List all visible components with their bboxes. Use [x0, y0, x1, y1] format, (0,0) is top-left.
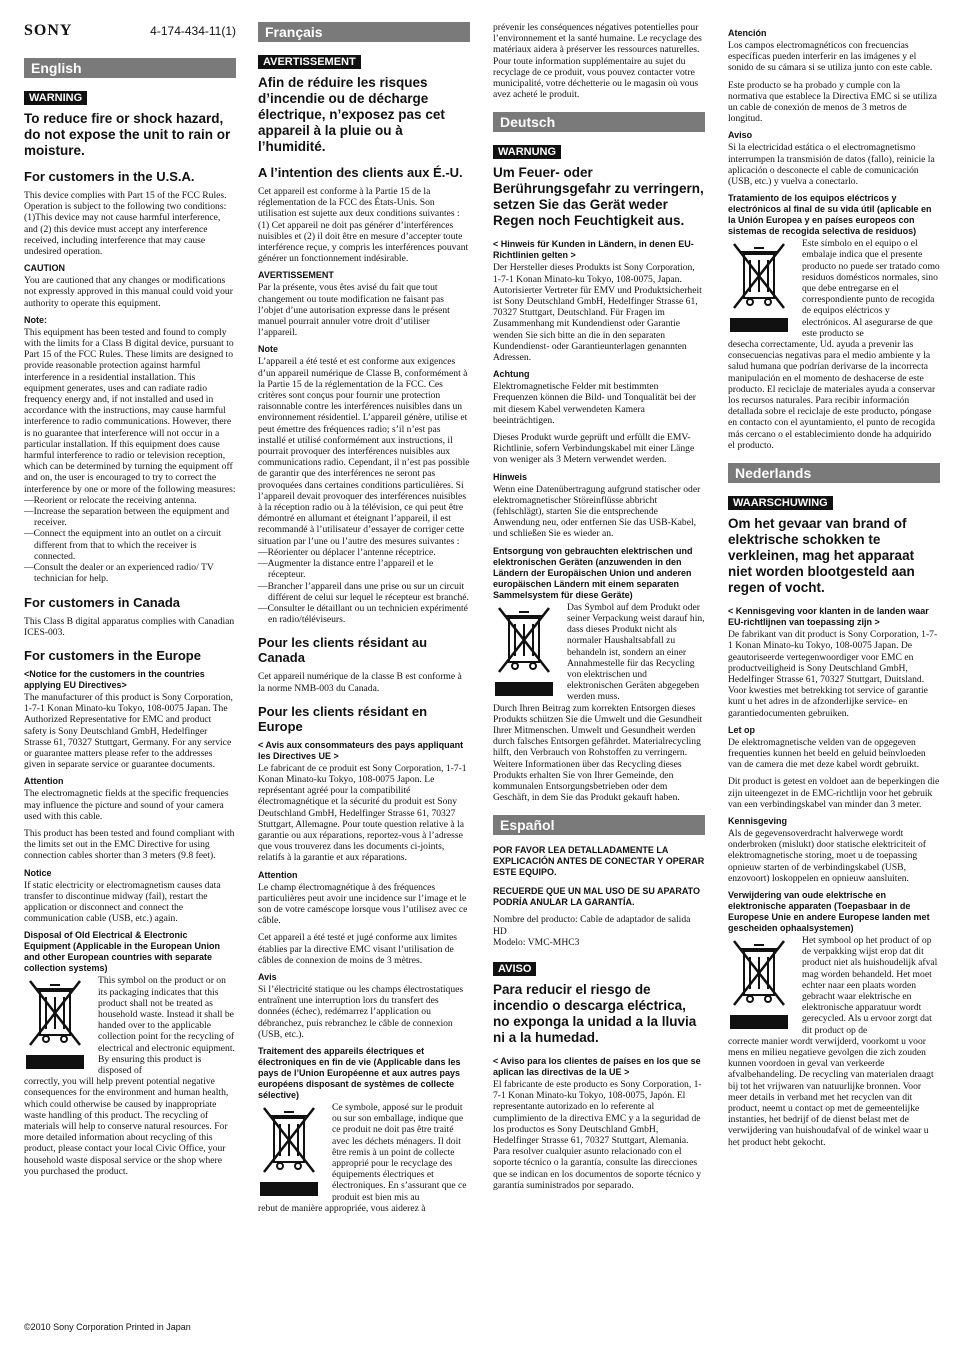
- heading-europe: For customers in the Europe: [24, 647, 201, 663]
- note-text: L’appareil a été testé et est conforme aux exigences d’un appareil numérique de Classe B, conformément à la Partie 15 de la réglementation de la FCC. Ces critères sont conçus pour fournir une protection raisonnable contre les interférences nuisibles dans un environnement résidentiel. L’appareil génère, utilise et peut émettre des fréquences radio; s’il n’est pas installé et utilisé conformément aux instructions, il pourrait provoquer des interférences nuisibles aux communications radio. Cependant, il n’est pas possible de garantir que des interférences ne seront pas provoquées dans certaines conditions particulières. Si l’appareil devait provoquer des interférences nuisibles à la réception radio ou à la télévision, ce qui peut être démontré en allumant et éteignant l’appareil, il est recommandé à l’utilisateur d’essayer de corriger cette situation par l’une ou l’autre des mesures suivantes :: [258, 356, 470, 547]
- disposal-text: Het symbool op het product of op de verpakking wijst erop dat dit product niet als huishoudelijk afval mag worden behandeld. Het moet echter naar een plaats worden gebracht waar elektrische en elektronische apparatuur wordt gerecycled. Als u ervoor zorgt dat dit product op de: [802, 934, 938, 1036]
- heading-usa: A l’intention des clients aux É.-U.: [258, 165, 463, 180]
- heading-usa: For customers in the U.S.A.: [24, 169, 195, 184]
- crossed-bin-icon: [258, 1102, 326, 1203]
- section-title-dutch: Nederlands: [728, 463, 940, 483]
- letop-heading: Let op: [728, 724, 755, 735]
- hinweis-text: Wenn eine Datenübertragung aufgrund statischer oder elektromagnetischer Störeinflüsse abbricht (fehlschlägt), starten Sie die entsprechende Anwendung neu, oder entfernen Sie das USB-Kabel, und schließen Sie es wieder an.: [493, 483, 701, 540]
- eu-notice-heading: < Hinweis für Kunden in Ländern, in denen EU-Richtlinien gelten >: [493, 239, 694, 261]
- eu-notice-text: The manufacturer of this product is Sony Corporation, 1-7-1 Konan Minato-ku Tokyo, 108-0075 Japan. The Authorized Representative for EMC and product safety is Sony Deutschland GmbH, Hedelfinger Strasse 61, 70327 Stuttgart, Germany. For any service or guarantee matters please refer to the addresses given in separate service or guarantee documents.: [24, 691, 233, 771]
- canada-text: Cet appareil numérique de la classe B est conforme à la norme NMB-003 du Canada.: [258, 671, 462, 694]
- disposal-text-cont: desecha correctamente, Ud. ayuda a prevenir las consecuencias negativas para el medio ambiente y la salud humana que podrían derivarse de la incorrecta manipulación en el momento de deshacerse de este producto. El reciclaje de materiales ayuda a conservar los recursos naturales. Para recibir información detallada sobre el reciclaje de este producto, póngase en contacto con el ayuntamiento, el punto de recogida más cercano o el establecimiento donde ha adquirido el producto.: [728, 339, 936, 451]
- eu-notice-heading: < Aviso para los clientes de países en los que se aplican las directivas de la UE >: [493, 1055, 701, 1077]
- crossed-bin-icon: [728, 935, 796, 1036]
- avis-heading: Avis: [258, 971, 277, 982]
- avis-text: Si l’électricité statique ou les champs électrostatiques entraînent une interruption lors du transfert des données (échec), redémarrez l’application ou débranchez, puis rebranchez le câble de connexion (USB, etc.).: [258, 983, 464, 1040]
- usa-text: Cet appareil est conforme à la Partie 15 de la réglementation de la FCC des États-Unis. Son utilisation est sujette aux deux conditions suivantes : (1) Cet appareil ne doit pas générer d’interférences nuisibles et (2) il doit être en mesure d’accepter toute interférence reçue, y compris les interférences pouvant générer un fonctionnement indésirable.: [258, 186, 469, 265]
- eu-notice-text: De fabrikant van dit product is Sony Corporation, 1-7-1 Konan Minato-ku Tokyo, 108-0075 Japan. De geautoriseerde vertegenwoordiger voor EMC en productveiligheid is Sony Deutschland GmbH, Hedelfinger Strasse 61, 70327 Stuttgart, Duitsland. Voor kwesties met betrekking tot service of garantie kunt u het adres in de afzonderlijke service- en garantiedocumenten gebruiken.: [728, 629, 938, 719]
- read-heading: POR FAVOR LEA DETALLADAMENTE LA EXPLICACIÓN ANTES DE CONECTAR Y OPERAR ESTE EQUIPO.: [493, 845, 705, 878]
- model-name: Modelo: VMC-MHC3: [493, 936, 580, 948]
- aviso-text: Si la electricidad estática o el electromagnetismo interrumpen la transmisión de datos (fallo), reinicie la aplicación o desconecte el cable de comunicación (USB, etc.) y vuelva a conectarlo.: [728, 142, 935, 188]
- emc-text: Este producto se ha probado y cumple con la normativa que establece la Directiva EMC si se utiliza un cable de conexión de menos de 3 metros de longitud.: [728, 79, 937, 125]
- caution-text: You are cautioned that any changes or modifications not expressly approved in this manual could void your authority to operate this equipment.: [24, 275, 233, 309]
- crossed-bin-icon: [728, 238, 796, 339]
- section-title-french: Français: [258, 22, 470, 42]
- eu-notice-text: El fabricante de este producto es Sony Corporation, 1-7-1 Konan Minato-ku Tokyo, 108-0075, Japón. El representante autorizado en lo referente al cumplimiento de la directiva EMC y a la seguridad de los productos es Sony Deutschland GmbH, Hedelfinger Strasse 61, 70327 Stuttgart, Alemania. Para resolver cualquier asunto relacionado con el soporte técnico o la garantía, consulte las direcciones que se indican en los documentos de soporte técnico y garantía suministrados por separado.: [493, 1078, 702, 1191]
- avert-text: Par la présente, vous êtes avisé du fait que tout changement ou toute modification ne faisant pas l’objet d’une autorisation expresse dans le présent manuel pourrait annuler votre droit d’utiliser l’appareil.: [258, 282, 450, 339]
- measure-item: —Consult the dealer or an experienced radio/ TV technician for help.: [24, 562, 214, 585]
- letop-text: De elektromagnetische velden van de opgegeven frequenties kunnen het beeld en geluid beïnvloeden van de camera die met deze kabel wordt gebruikt.: [728, 736, 926, 771]
- emc-text: This product has been tested and found compliant with the limits set out in the EMC Directive for using connection cables shorter than 3 meters (9.8 feet).: [24, 827, 235, 862]
- measure-item: —Reorient or relocate the receiving antenna.: [24, 494, 197, 506]
- attention-text: The electromagnetic fields at the specific frequencies may influence the picture and sound of your camera used with this cable.: [24, 788, 229, 822]
- notice-heading: Notice: [24, 867, 52, 878]
- warning-text: To reduce fire or shock hazard, do not expose the unit to rain or moisture.: [24, 111, 231, 158]
- sony-logo: SONY: [24, 22, 73, 39]
- heading-europe: Pour les clients résidant en Europe: [258, 703, 428, 734]
- hinweis-heading: Hinweis: [493, 471, 528, 482]
- remember-heading: RECUERDE QUE UN MAL USO DE SU APARATO PODRÍA ANULAR LA GARANTÍA.: [493, 886, 701, 908]
- crossed-bin-icon: [493, 602, 561, 703]
- attention-heading: Attention: [24, 776, 64, 787]
- achtung-heading: Achtung: [493, 369, 530, 380]
- disposal-text: This symbol on the product or on its packaging indicates that this product shall not be treated as household waste. Instead it shall be handed over to the applicable collection point for the recycling of electrical and electronic equipment. By ensuring this product is disposed of: [98, 975, 235, 1076]
- warning-text: Para reducir el riesgo de incendio o descarga eléctrica, no exponga la unidad a la lluvia ni a la humedad.: [493, 981, 697, 1045]
- caution-heading: CAUTION: [24, 263, 65, 274]
- measure-item: —Consulter le détaillant ou un technicien expérimenté en radio/téléviseurs.: [258, 602, 468, 626]
- measure-item: —Increase the separation between the equipment and receiver.: [24, 506, 230, 529]
- avert-heading: AVERTISSEMENT: [258, 270, 334, 281]
- section-title-english: English: [24, 58, 236, 78]
- disposal-text-cont: Durch Ihren Beitrag zum korrekten Entsorgen dieses Produkts schützen Sie die Umwelt und die Gesundheit Ihrer Mitmenschen. Umwelt und Gesundheit werden durch falsches Entsorgen gefährdet. Materialrecycling hilft, den Verbrauch von Rohstoffen zu verringern. Weitere Informationen über das Recycling dieses Produkts erhalten Sie von Ihrer Gemeinde, den kommunalen Entsorgungsbetrieben oder dem Geschäft, in dem Sie das Produkt gekauft haben.: [493, 702, 703, 804]
- disposal-heading: Verwijdering van oude elektrische en elektronische apparaten (Toepasbaar in de Europese Unie en andere Europese landen met gescheiden ophaalsystemen): [728, 889, 930, 933]
- column-spanish-dutch: [728, 22, 940, 1154]
- crossed-bin-icon: [24, 975, 92, 1076]
- emc-text: Cet appareil a été testé et jugé conforme aux limites établies par la directive EMC visant l’utilisation de câbles de connexion de moins de 3 mètres.: [258, 932, 457, 966]
- disposal-text-cont: correcte manier wordt verwijderd, voorkomt u voor mens en milieu negatieve gevolgen die zich zouden kunnen voordoen in geval van verkeerde afvalbehandeling. De recycling van materialen draagt bij tot het vrijwaren van natuurlijke bronnen. Voor meer details in verband met het recyclen van dit product, neemt u contact op met de gemeentelijke instanties, het bedrijf of de dienst belast met de verwijdering van huishoudafval of de winkel waar u het product hebt gekocht.: [728, 1035, 934, 1148]
- disposal-text-cont: correctly, you will help prevent potential negative consequences for the environment and human health, which could otherwise be caused by inappropriate waste handling of this product. The recycling of materials will help to conserve natural resources. For more detailed information about recycling of this product, please contact your local Civic Office, your household waste disposal service or the shop where you purchased the product.: [24, 1076, 229, 1177]
- attention-heading: Attention: [258, 869, 298, 880]
- warning-label: WAARSCHUWING: [728, 496, 833, 510]
- note-heading: Note: [258, 344, 278, 355]
- aviso-heading: Aviso: [728, 130, 753, 141]
- warning-text: Um Feuer- oder Berührungsgefahr zu verringern, setzen Sie das Gerät weder Regen noch Feuchtigkeit aus.: [493, 165, 704, 229]
- section-title-spanish: Español: [493, 815, 705, 835]
- notice-text: If static electricity or electromagnetism causes data transfer to discontinue midway (fail), restart the application or disconnect and connect the communication cable (USB, etc.) again.: [24, 879, 221, 925]
- warning-label: AVISO: [493, 962, 536, 976]
- emc-text: Dieses Produkt wurde geprüft und erfüllt die EMV-Richtlinie, sofern Verbindungskabel mit einer Länge von weniger als 3 Metern verwendet werden.: [493, 432, 695, 466]
- eu-notice-text: Le fabricant de ce produit est Sony Corporation, 1-7-1 Konan Minato-ku Tokyo, 108-0075 Japon. Le représentant agréé pour la compatibilité électromagnétique et la sécurité du produit est Sony Deutschland GmbH, Hedelfinger Strasse 61, 70327 Stuttgart, Allemagne. Pour toute question relative à la garantie ou aux réparations, reportez-vous à l’adresse que vous trouverez dans les documents ci-joints, relatifs à la garantie et aux réparations.: [258, 762, 467, 864]
- part-number: 4-174-434-11(1): [150, 24, 236, 38]
- product-name: Nombre del producto: Cable de adaptador de salida HD: [493, 914, 691, 937]
- column-english: [24, 58, 236, 1183]
- measure-item: —Augmenter la distance entre l’appareil et le récepteur.: [258, 558, 434, 581]
- disposal-heading: Tratamiento de los equipos eléctricos y electrónicos al final de su vida útil (aplicable en la Unión Europea y en países europeos con sistemas de recogida selectiva de residuos): [728, 193, 932, 237]
- heading-canada: For customers in Canada: [24, 594, 181, 610]
- attention-text: Le champ électromagnétique à des fréquences particulières peut avoir une incidence sur l’image et le son de votre caméscope lorsque vous l’utilisez avec ce câble.: [258, 881, 468, 927]
- measure-item: —Brancher l’appareil dans une prise ou sur un circuit différent de celui sur lequel le récepteur est branché.: [258, 580, 469, 603]
- column-german-spanish: [493, 22, 705, 1197]
- warning-text: Om het gevaar van brand of elektrische schokken te verkleinen, mag het apparaat niet worden blootgesteld aan regen of vocht.: [728, 516, 915, 596]
- disposal-text: Este símbolo en el equipo o el embalaje indica que el presente producto no puede ser tratado como residuos domésticos normales, sino que debe entregarse en el correspondiente punto de recogida de equipos eléctricos y electrónicos. Al asegurarse de que este producto se: [802, 238, 940, 339]
- eu-notice-text: Der Hersteller dieses Produkts ist Sony Corporation, 1-7-1 Konan Minato-ku Tokyo, 108-0075, Japan. Autorisierter Vertreter für EMV und Produktsicherheit ist Sony Deutschland GmbH, Hedelfinger Strasse 61, 70327 Stuttgart, Deutschland. Für Fragen im Zusammenhang mit Kundendienst oder Garantie wenden Sie sich bitte an die in den separaten Kundendienst- oder Garantieunterlagen genannten Adressen.: [493, 262, 702, 364]
- section-title-german: Deutsch: [493, 112, 705, 132]
- disposal-text: Das Symbol auf dem Produkt oder seiner Verpackung weist darauf hin, dass dieses Produkt nicht als normaler Haushaltsabfall zu behandeln ist, sondern an einer Annahmestelle für das Recycling von elektrischen und elektronischen Geräten abgegeben werden muss.: [567, 601, 705, 703]
- usa-text: This device complies with Part 15 of the FCC Rules. Operation is subject to the following two conditions: (1)This device may not cause harmful interference, and (2) this device must accept any interference received, including interference that may cause undesired operation.: [24, 190, 227, 258]
- eu-notice-heading: < Kennisgeving voor klanten in de landen waar EU-richtlijnen van toepassing zijn >: [728, 606, 929, 628]
- note-heading: Note:: [24, 314, 47, 325]
- warning-label: WARNING: [24, 91, 87, 105]
- warning-label: AVERTISSEMENT: [258, 55, 361, 69]
- note-text: This equipment has been tested and found to comply with the limits for a Class B digital device, pursuant to Part 15 of the FCC Rules. These limits are designed to provide reasonable protection against harmful interference in a residential installation. This equipment generates, uses and can radiate radio frequency energy and, if not installed and used in accordance with the instructions, may cause harmful interference to radio communications. However, there is no guarantee that interference will not occur in a particular installation. If this equipment does cause harmful interference to radio or television reception, which can be determined by turning the equipment off and on, the user is encouraged to try to correct the interference by one or more of the following measures:: [24, 326, 236, 495]
- heading-canada: Pour les clients résidant au Canada: [258, 635, 428, 666]
- emc-text: Dit product is getest en voldoet aan de beperkingen die zijn uiteengezet in de EMC-richtlijn voor het gebruik van een verbindingskabel van minder dan 3 meter.: [728, 776, 940, 810]
- warning-text: Afin de réduire les risques d’incendie ou de décharge électrique, n’exposez pas cet appareil à la pluie ou à l’humidité.: [258, 75, 445, 154]
- atencion-heading: Atención: [728, 28, 767, 38]
- disposal-text-cont: rebut de manière appropriée, vous aiderez à: [258, 1202, 426, 1214]
- french-continued: prévenir les conséquences négatives potentielles pour l’environnement et la santé humaine. Le recyclage des matériaux aidera à préserver les ressources naturelles. Pour toute information supplémentaire au sujet du recyclage de ce produit, vous pouvez contacter votre municipalité, votre déchetterie ou le magasin où vous avez acheté le produit.: [493, 22, 702, 101]
- disposal-heading: Entsorgung von gebrauchten elektrischen und elektronischen Geräten (anzuwenden in den Ländern der Europäischen Union und anderen europäischen Ländern mit einem separaten Sammelsystem für diese Geräte): [493, 545, 693, 600]
- canada-text: This Class B digital apparatus complies with Canadian ICES-003.: [24, 615, 235, 638]
- disposal-text: Ce symbole, apposé sur le produit ou sur son emballage, indique que ce produit ne doit pas être traité avec les déchets ménagers. Il doit être remis à un point de collecte approprié pour le recyclage des équipements électriques et électroniques. En s’assurant que ce produit est bien mis au: [332, 1101, 467, 1203]
- atencion-text: Los campos electromagnéticos con frecuencias específicas pueden interferir en las imágenes y el sonido de su cámara si se utiliza junto con este cable.: [728, 40, 933, 74]
- kennisgeving-heading: Kennisgeving: [728, 815, 788, 826]
- measure-item: —Réorienter ou déplacer l’antenne réceptrice.: [258, 546, 436, 558]
- kennisgeving-text: Als de gegevensoverdracht halverwege wordt onderbroken (mislukt) door statische elektriciteit of elektromagnetische storing, moet u de toepassing opnieuw starten of de verbindingskabel (USB, enzovoort) loskoppelen en opnieuw aansluiten.: [728, 827, 926, 884]
- warning-label: WARNUNG: [493, 145, 561, 159]
- copyright: ©2010 Sony Corporation Printed in Japan: [24, 1322, 191, 1332]
- eu-notice-heading: < Avis aux consommateurs des pays appliquant les Directives UE >: [258, 739, 464, 761]
- column-french: [258, 22, 470, 1220]
- measure-item: —Connect the equipment into an outlet on a circuit different from that to which the receiver is connected.: [24, 528, 222, 562]
- disposal-heading: Disposal of Old Electrical & Electronic Equipment (Applicable in the European Union and other European countries with separate collection systems): [24, 930, 221, 974]
- achtung-text: Elektromagnetische Felder mit bestimmten Frequenzen können die Bild- und Tonqualität bei der mit diesem Kabel verwendeten Kamera beeinträchtigen.: [493, 381, 696, 426]
- eu-notice-heading: <Notice for the customers in the countries applying EU Directives>: [24, 668, 205, 690]
- header-bar: [24, 20, 236, 42]
- disposal-heading: Traitement des appareils électriques et électroniques en fin de vie (Applicable dans les pays de l’Union Européenne et aux autres pays européens disposant de systèmes de collecte sélective): [258, 1045, 461, 1100]
